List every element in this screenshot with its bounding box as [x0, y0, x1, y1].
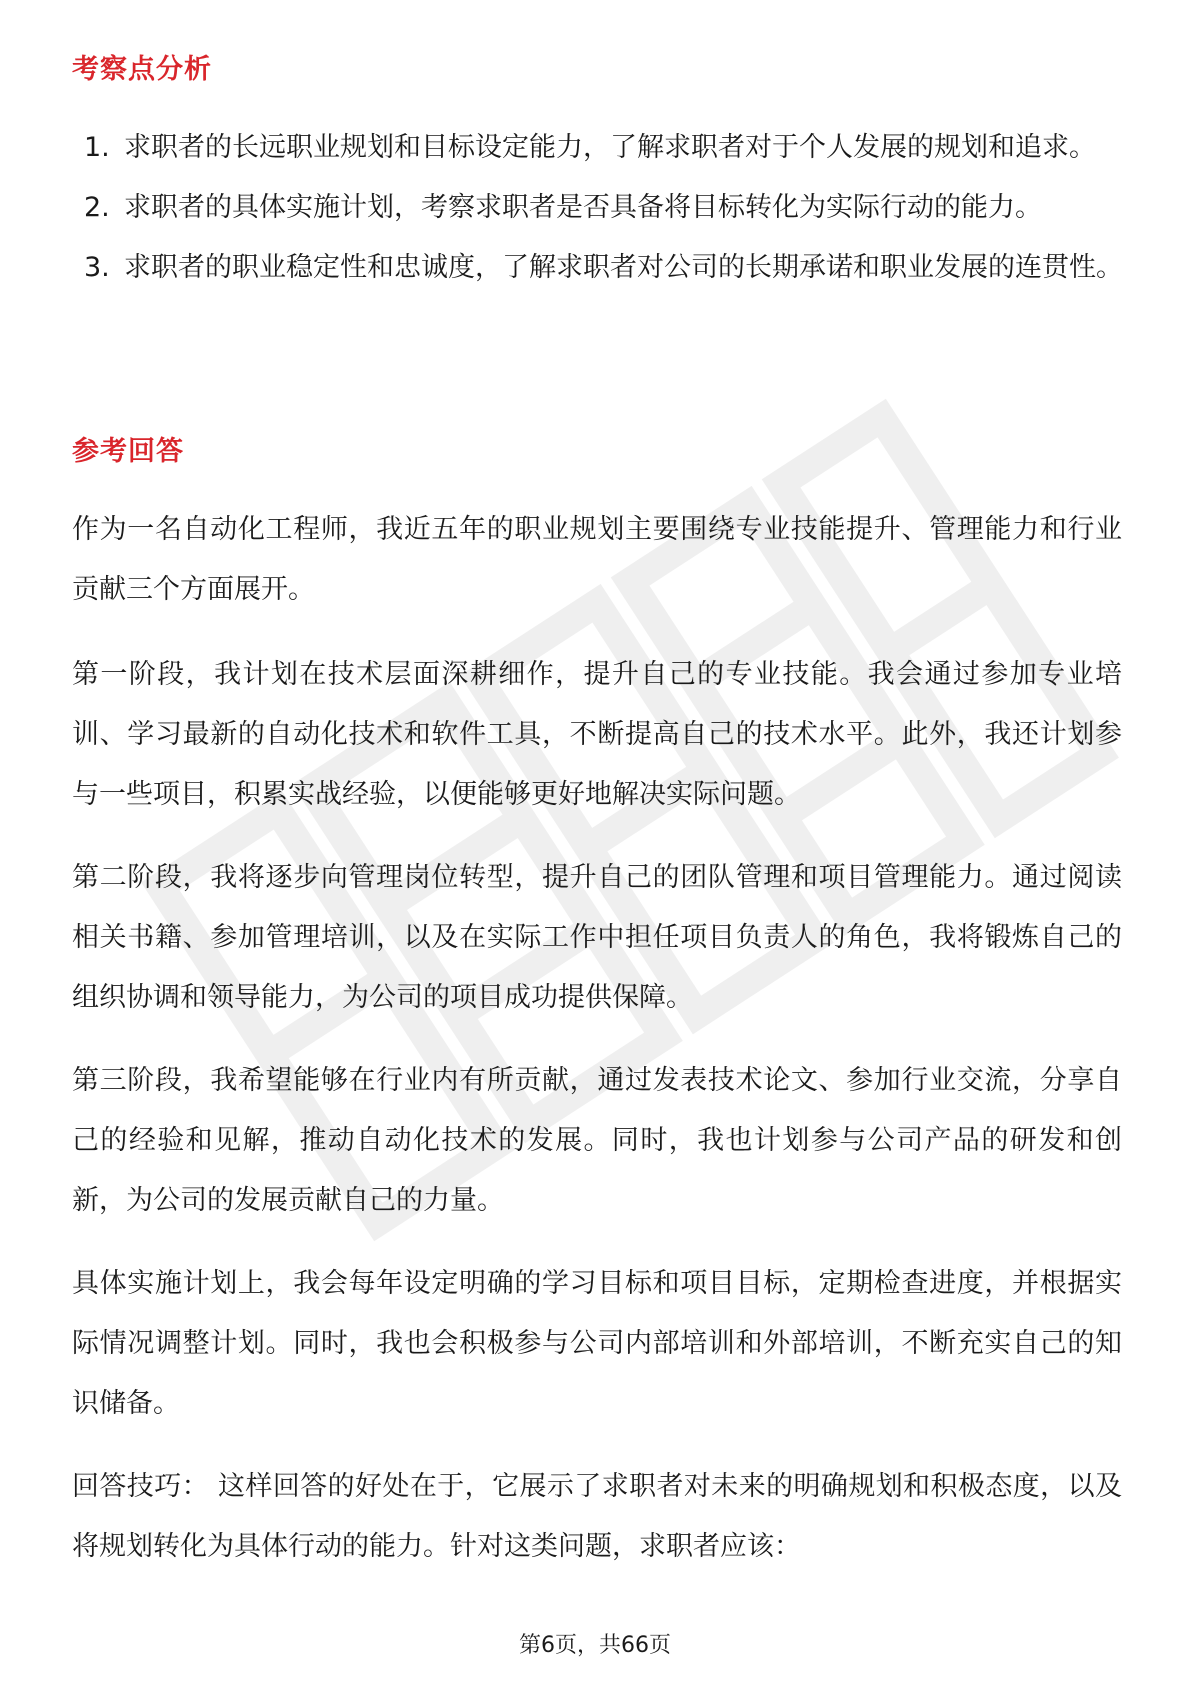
page-number-footer: 第6页，共66页 [519, 1633, 671, 1658]
list-item-text: 求职者的具体实施计划，考察求职者是否具备将目标转化为实际行动的能力。 [124, 192, 1042, 223]
list-item [84, 118, 1124, 178]
list-item [84, 178, 1124, 238]
list-item-text: 求职者的职业稳定性和忠诚度，了解求职者对公司的长期承诺和职业发展的连贯性。 [124, 252, 1123, 283]
answer-paragraph-intro: 作为一名自动化工程师，我近五年的职业规划主要围绕专业技能提升、管理能力和行业贡献三个方面展开。 [72, 514, 1122, 605]
analysis-list [84, 118, 1124, 298]
list-item-number: 1. [84, 132, 110, 163]
list-item-number: 2. [84, 192, 110, 223]
answer-paragraph-stage-2: 第二阶段，我将逐步向管理岗位转型，提升自己的团队管理和项目管理能力。通过阅读相关书籍、参加管理培训，以及在实际工作中担任项目负责人的角色，我将锻炼自己的组织协调和领导能力，为公司的项目成功提供保障。 [72, 862, 1122, 1013]
answer-paragraph-tips: 回答技巧： 这样回答的好处在于，它展示了求职者对未来的明确规划和积极态度，以及将规划转化为具体行动的能力。针对这类问题，求职者应该： [72, 1471, 1122, 1562]
section-heading-answer: 参考回答 [72, 436, 184, 467]
section-heading-analysis: 考察点分析 [72, 54, 212, 85]
list-item [84, 238, 1124, 298]
list-item-number: 3. [84, 252, 110, 283]
answer-paragraph-plan: 具体实施计划上，我会每年设定明确的学习目标和项目目标，定期检查进度，并根据实际情况调整计划。同时，我也会积极参与公司内部培训和外部培训，不断充实自己的知识储备。 [72, 1268, 1122, 1419]
list-item-text: 求职者的长远职业规划和目标设定能力，了解求职者对于个人发展的规划和追求。 [124, 132, 1096, 163]
answer-paragraph-stage-3: 第三阶段，我希望能够在行业内有所贡献，通过发表技术论文、参加行业交流，分享自己的经验和见解，推动自动化技术的发展。同时，我也计划参与公司产品的研发和创新，为公司的发展贡献自己的力量。 [72, 1065, 1122, 1216]
answer-paragraph-stage-1: 第一阶段，我计划在技术层面深耕细作，提升自己的专业技能。我会通过参加专业培训、学习最新的自动化技术和软件工具，不断提高自己的技术水平。此外，我还计划参与一些项目，积累实战经验，以便能够更好地解决实际问题。 [72, 659, 1122, 810]
